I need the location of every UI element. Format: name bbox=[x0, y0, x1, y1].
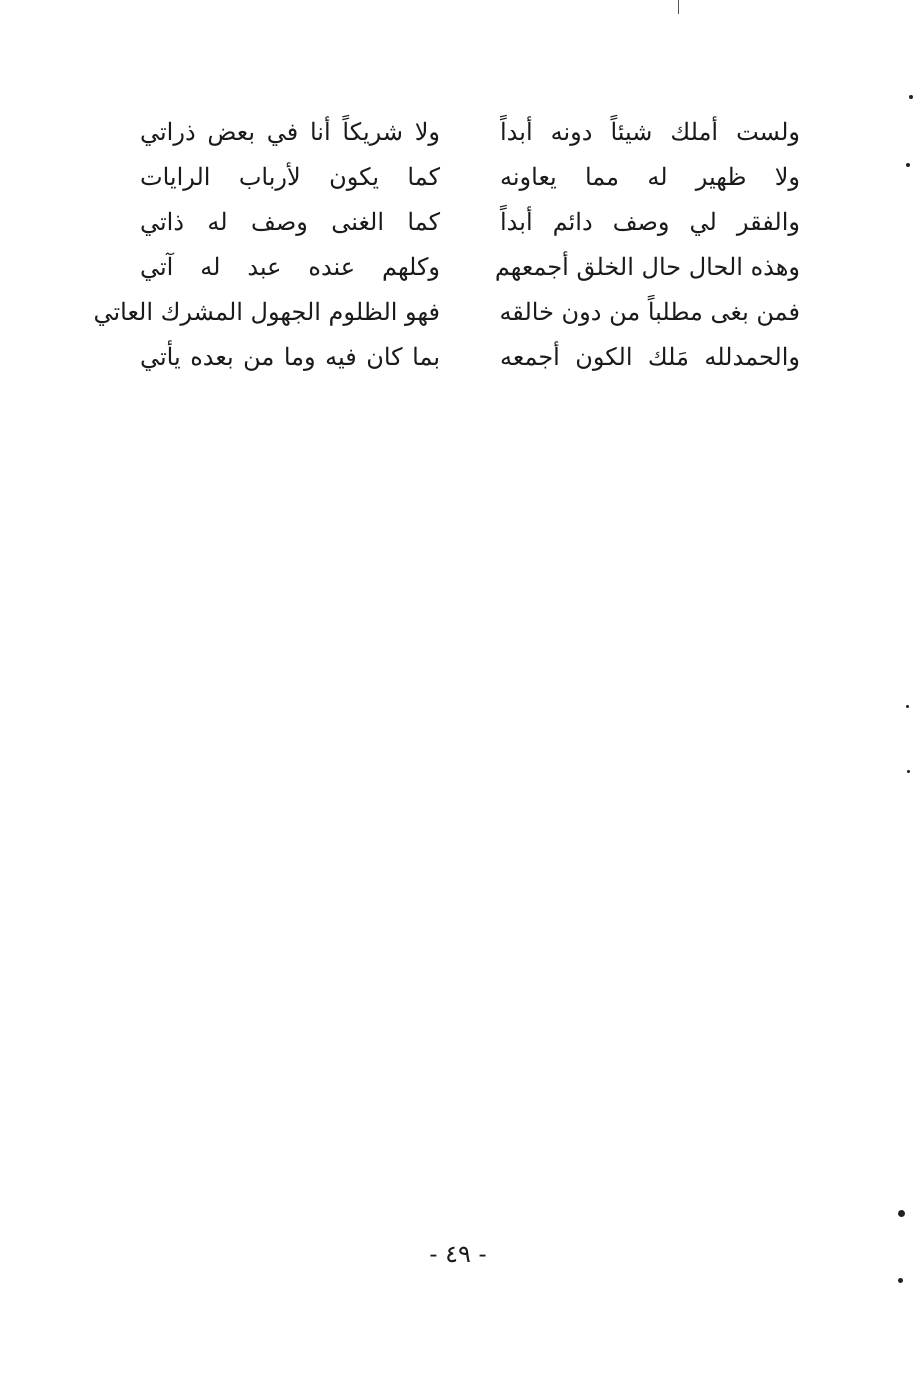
scan-speck bbox=[898, 1278, 903, 1283]
verse-6 bbox=[140, 335, 800, 380]
verse-2-left-hemistich: كما يكون لأرباب الرايات bbox=[140, 163, 440, 191]
scan-speck bbox=[907, 770, 910, 773]
verse-5-right-hemistich: فمن بغى مطلباً من دون خالقه bbox=[499, 298, 800, 326]
verse-4-left-hemistich: وكلهم عنده عبد له آتي bbox=[140, 253, 440, 281]
verse-5-left-hemistich: فهو الظلوم الجهول المشرك العاتي bbox=[93, 298, 440, 326]
verse-3-left-hemistich: كما الغنى وصف له ذاتي bbox=[140, 208, 440, 236]
verse-2-right-hemistich: ولا ظهير له مما يعاونه bbox=[500, 163, 800, 191]
verse-5 bbox=[93, 290, 800, 335]
scan-speck bbox=[906, 705, 909, 708]
verse-4-right-hemistich: وهذه الحال حال الخلق أجمعهم bbox=[494, 253, 800, 281]
verse-1 bbox=[140, 110, 800, 155]
top-edge-mark bbox=[678, 0, 679, 14]
verse-1-left-hemistich: ولا شريكاً أنا في بعض ذراتي bbox=[140, 118, 440, 146]
verse-1-right-hemistich: ولست أملك شيئاً دونه أبداً bbox=[500, 118, 800, 146]
scan-speck bbox=[898, 1210, 905, 1217]
verse-3 bbox=[140, 200, 800, 245]
verse-6-right-hemistich: والحمدلله مَلك الكون أجمعه bbox=[500, 343, 800, 371]
scan-speck bbox=[906, 163, 910, 167]
verse-2 bbox=[140, 155, 800, 200]
scan-speck bbox=[909, 95, 913, 99]
verse-6-left-hemistich: بما كان فيه وما من بعده يأتي bbox=[140, 343, 440, 371]
verse-4 bbox=[140, 245, 800, 290]
verse-3-right-hemistich: والفقر لي وصف دائم أبداً bbox=[500, 208, 800, 236]
poem bbox=[93, 110, 800, 380]
page-number: - ٤٩ - bbox=[429, 1240, 487, 1268]
